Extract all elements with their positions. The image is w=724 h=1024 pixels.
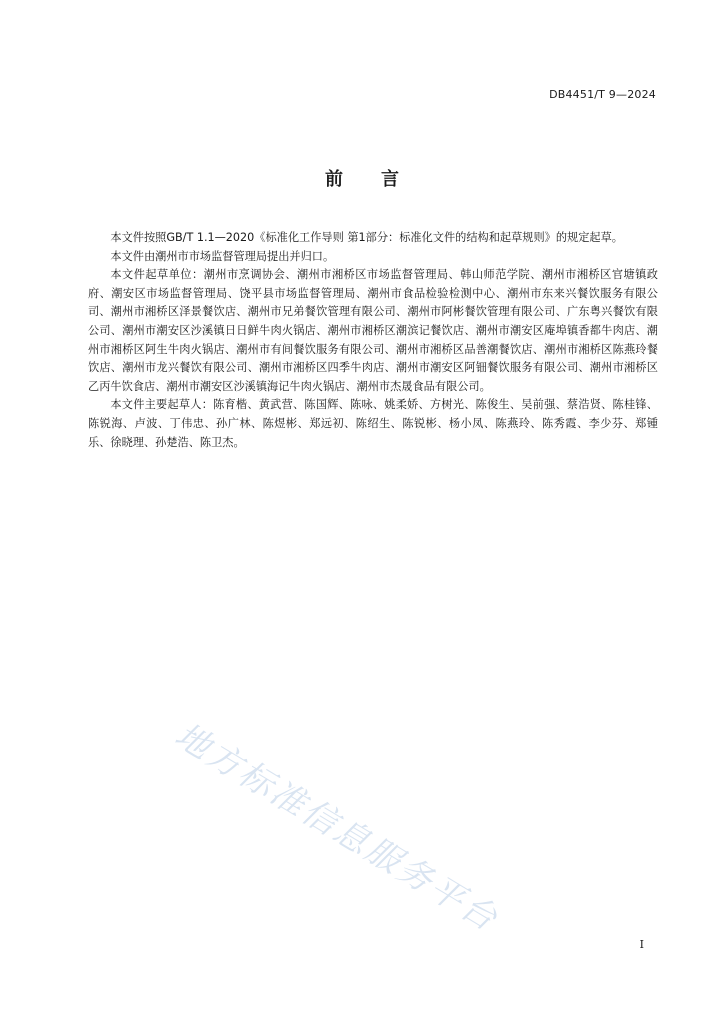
page-number: I bbox=[639, 938, 644, 951]
paragraph-drafters: 本文件主要起草人：陈育楷、黄武营、陈国辉、陈咏、姚柔娇、方树光、陈俊生、吴前强、蔡浩贤、陈桂锋、陈锐海、卢波、丁伟忠、孙广林、陈煜彬、郑远初、陈绍生、陈锐彬、杨小凤、陈燕玲、陈秀霞、李少芬、郑锺乐、徐晓理、孙楚浩、陈卫杰。 bbox=[88, 398, 658, 449]
paragraph-drafting-basis: 本文件按照GB/T 1.1—2020《标准化工作导则 第1部分：标准化文件的结构和起草规则》的规定起草。 bbox=[110, 231, 623, 244]
foreword-body bbox=[88, 229, 658, 452]
page-title: 前言 bbox=[325, 169, 437, 190]
paragraph-drafting-units: 本文件起草单位：潮州市烹调协会、潮州市湘桥区市场监督管理局、韩山师范学院、潮州市湘桥区官塘镇政府、潮安区市场监督管理局、饶平县市场监督管理局、潮州市食品检验检测中心、潮州市东来兴餐饮服务有限公司、潮州市湘桥区泽景餐饮店、潮州市兄弟餐饮管理有限公司、潮州市阿彬餐饮管理有限公司、广东粤兴餐饮有限公司、潮州市潮安区沙溪镇日日鲜牛肉火锅店、潮州市湘桥区潮滨记餐饮店、潮州市潮安区庵埠镇香都牛肉店、潮州市湘桥区阿生牛肉火锅店、潮州市有间餐饮服务有限公司、潮州市湘桥区品善潮餐饮店、潮州市湘桥区陈燕玲餐饮店、潮州市龙兴餐饮有限公司、潮州市湘桥区四季牛肉店、潮州市潮安区阿钿餐饮服务有限公司、潮州市湘桥区乙丙牛饮食店、潮州市潮安区沙溪镇海记牛肉火锅店、潮州市杰晟食品有限公司。 bbox=[88, 268, 658, 393]
paragraph-proposer: 本文件由潮州市市场监督管理局提出并归口。 bbox=[110, 249, 335, 263]
watermark-text: 地方标准信息服务平台 bbox=[167, 715, 506, 941]
document-code: DB4451/T 9—2024 bbox=[549, 88, 656, 101]
